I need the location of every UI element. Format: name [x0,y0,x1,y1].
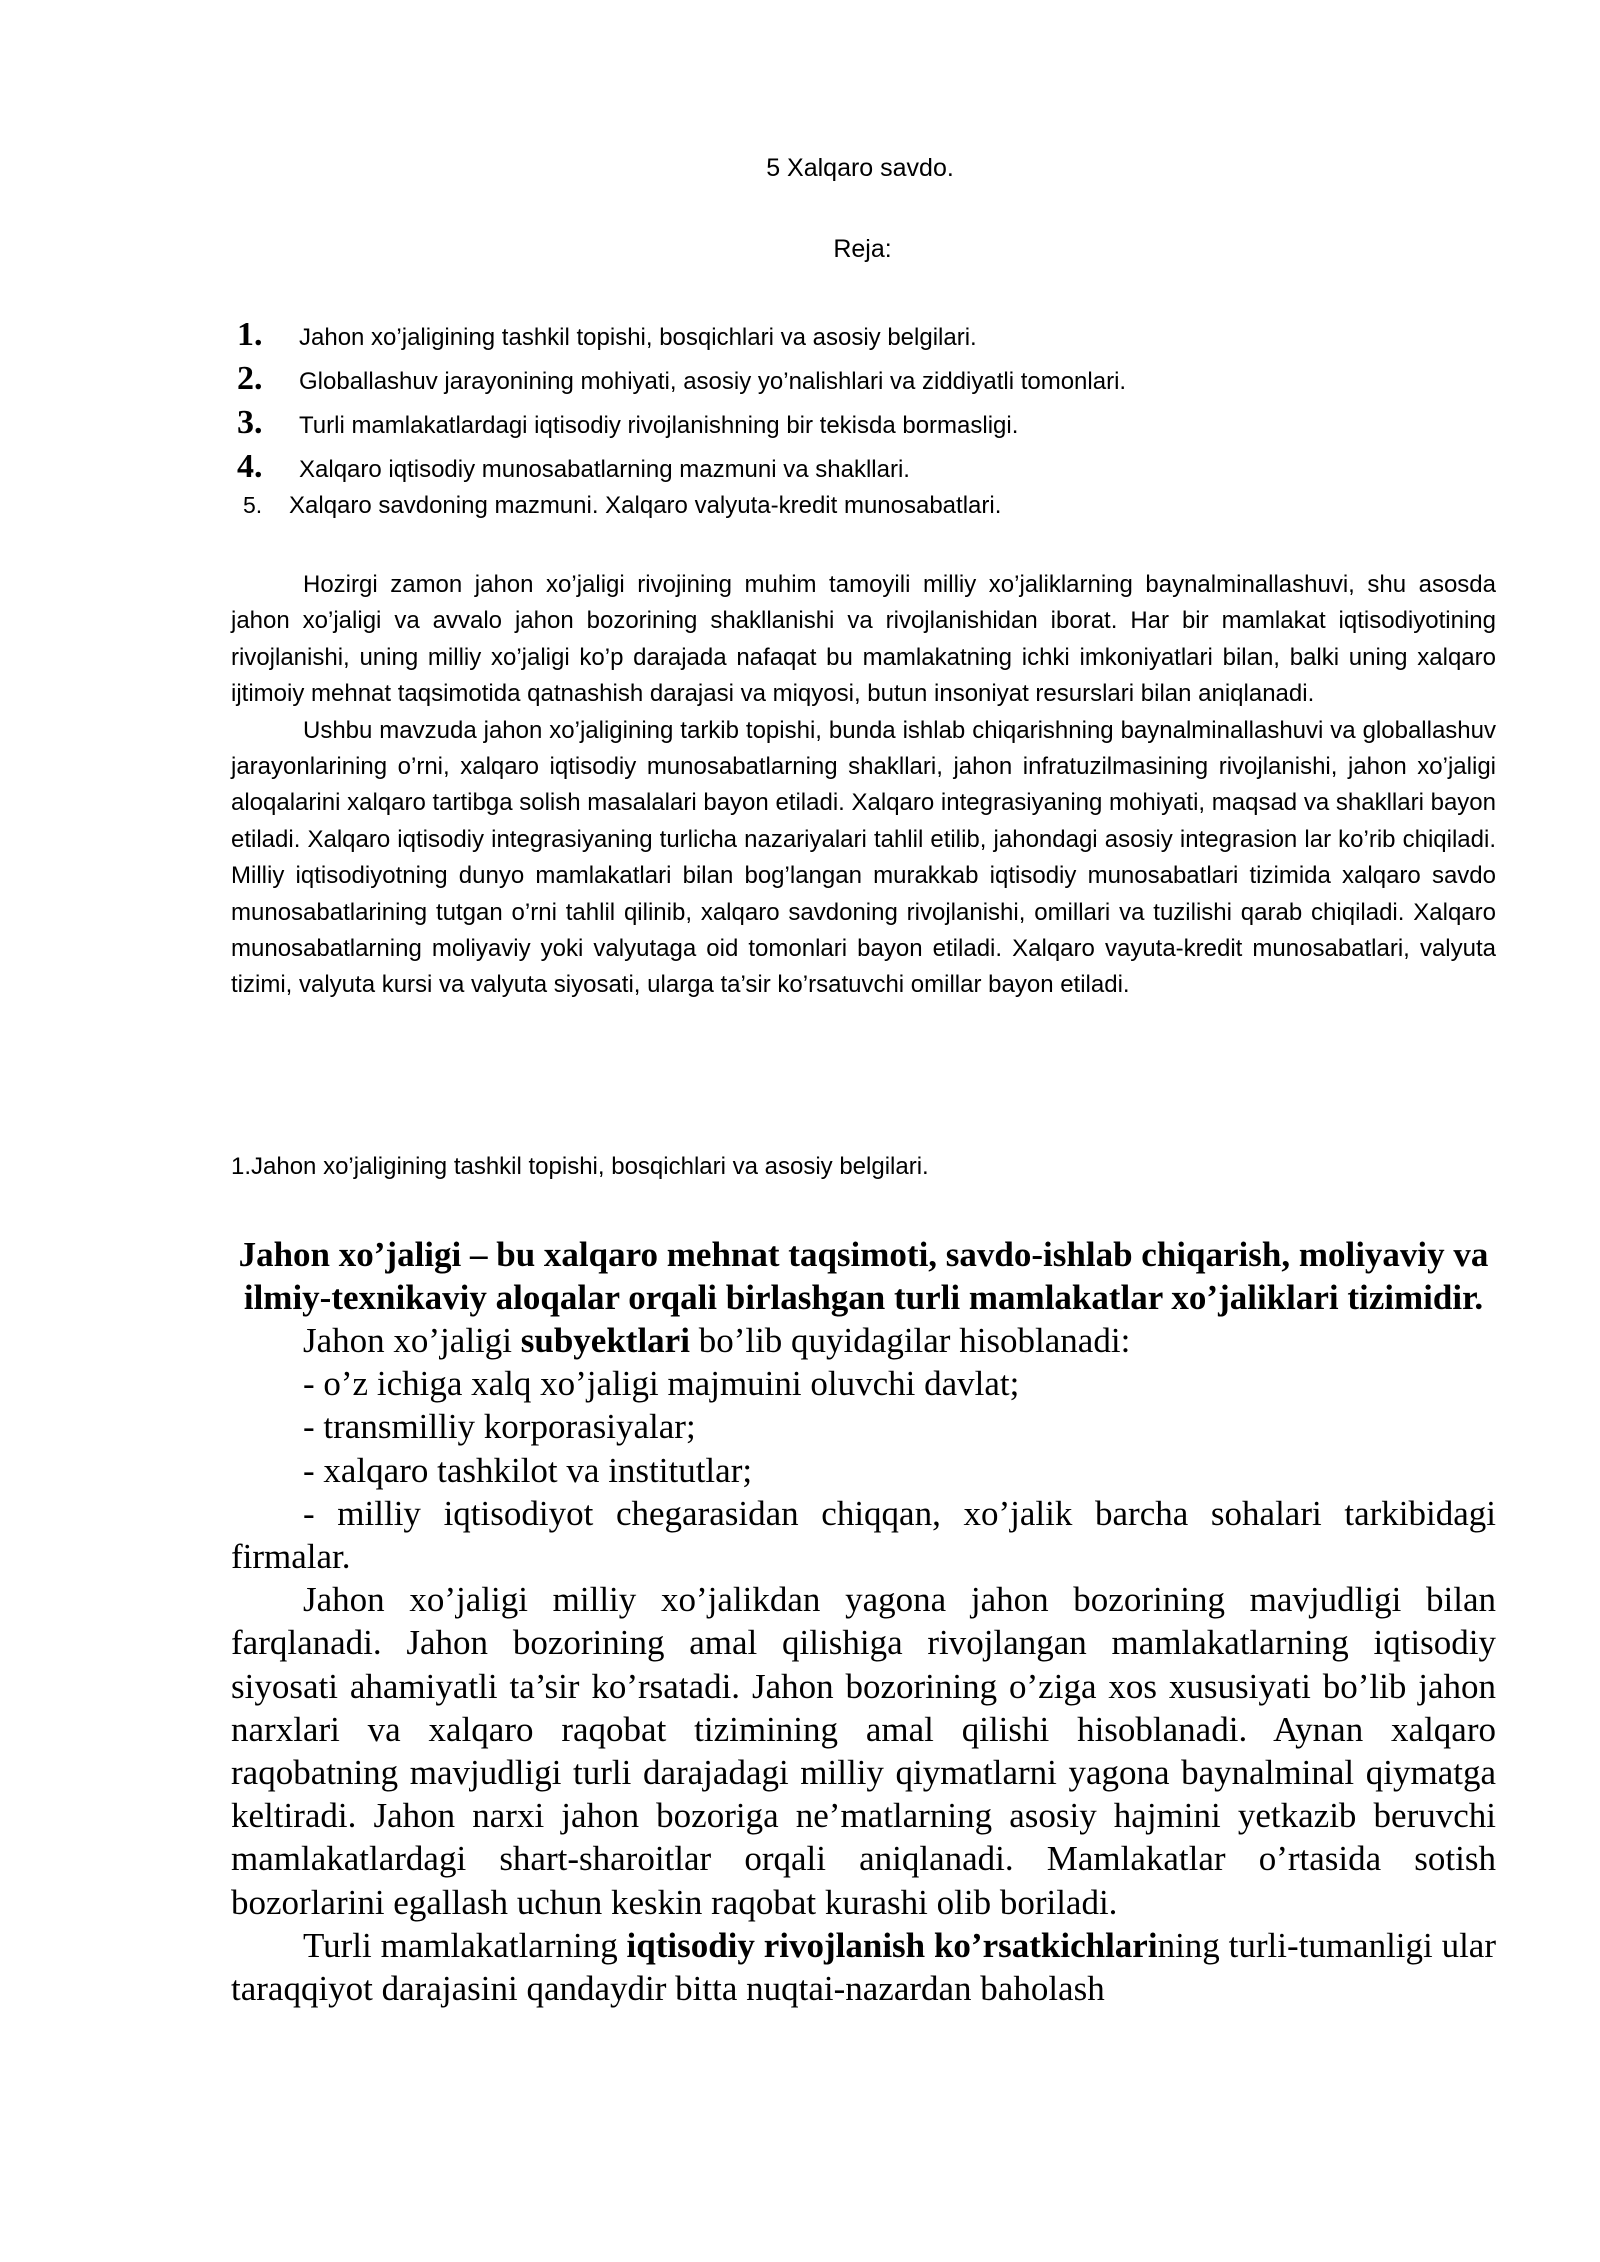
subjects-intro [231,1319,1496,1362]
plan-item-number: 3. [237,404,263,441]
plan-item [237,492,1437,532]
document-title: 5 Xalqaro savdo. [766,154,954,182]
plan-item [237,316,1437,360]
plan-item [237,360,1437,404]
section-heading: 1.Jahon xo’jaligining tashkil topishi, bosqichlari va asosiy belgilari. [231,1153,929,1180]
intro-section [231,567,1496,1004]
plan-item [237,404,1437,448]
plan-item-number: 1. [237,316,263,353]
main-body [231,1319,1496,2010]
plan-item-text: Xalqaro iqtisodiy munosabatlarning mazmuni va shakllari. [299,456,910,483]
plan-item-text: Turli mamlakatlardagi iqtisodiy rivojlanishning bir tekisda bormasligi. [299,412,1019,439]
intro-paragraph: Ushbu mavzuda jahon xo’jaligining tarkib topishi, bunda ishlab chiqarishning baynalminallashuvi va globallashuv jarayonlarining o’rni, xalqaro iqtisodiy munosabatlarning shakllari, jahon infratuzilmasining rivojlanishi, jahon xo’jaligi aloqalarini xalqaro tartibga solish masalalari bayon etiladi. Xalqaro integrasiyaning mohiyati, maqsad va shakllari bayon etiladi. Xalqaro iqtisodiy integrasiyaning turlicha nazariyalari tahlil etilib, jahondagi asosiy integrasion lar ko’rib chiqiladi. Milliy iqtisodiyotning dunyo mamlakatlari bilan bog’langan murakkab iqtisodiy munosabatlari tizimida xalqaro savdo munosabatlarining tutgan o’rni tahlil qilinib, xalqaro savdoning rivojlanishi, omillari va tuzilishi qarab chiqiladi. Xalqaro munosabatlarning moliyaviy yoki valyutaga oid tomonlari bayon etiladi. Xalqaro vayuta-kredit munosabatlari, valyuta tizimi, valyuta kursi va valyuta siyosati, ularga ta’sir ko’rsatuvchi omillar bayon etiladi. [231,716,1496,999]
last-suffix: ning turli-tumanligi ular taraqqiyot darajasini qandaydir bitta nuqtai-nazardan baholash [231,1925,1496,2009]
plan-item-text: Jahon xo’jaligining tashkil topishi, bosqichlari va asosiy belgilari. [299,324,977,351]
last-prefix: Turli mamlakatlarning [303,1925,627,1965]
subjects-suffix: bo’lib quyidagilar hisoblanadi: [689,1321,1131,1360]
plan-item [237,448,1437,492]
last-paragraph [231,1924,1496,2010]
plan-list [237,316,1437,532]
intro-paragraph: Hozirgi zamon jahon xo’jaligi rivojining muhim tamoyili milliy xo’jaliklarning baynalminallashuvi, shu asosda jahon xo’jaligi va avvalo jahon bozorining shakllanishi va rivojlanishidan iborat. Har bir mamlakat iqtisodiyotining rivojlanishi, uning milliy xo’jaligi ko’p darajada nafaqat bu mamlakatning ichki imkoniyatlari bilan, balki uning xalqaro ijtimoiy mehnat taqsimotida qatnashish darajasi va miqyosi, butun insoniyat resurslari bilan aniqlanadi. [231,571,1496,708]
plan-item-number: 2. [237,360,263,397]
market-paragraph: Jahon xo’jaligi milliy xo’jalikdan yagona jahon bozorining mavjudligi bilan farqlanadi. Jahon bozorining amal qilishiga rivojlangan mamlakatlarning iqtisodiy siyosati ahamiyatli ta’sir ko’rsatadi. Jahon bozorining o’ziga xos xususiyati bo’lib jahon narxlari va xalqaro raqobat tizimining amal qilishi hisoblanadi. Aynan xalqaro raqobatning mavjudligi turli darajadagi milliy qiymatlarni yagona baynalminal qiymatga keltiradi. Jahon narxi jahon bozoriga ne’matlarning asosiy hajmini yetkazib beruvchi mamlakatlardagi shart-sharoitlar orqali aniqlanadi. Mamlakatlar o’rtasida sotish bozorlarini egallash uchun keskin raqobat kurashi olib boriladi. [231,1580,1496,1922]
subjects-bold: subyektlari [520,1321,690,1360]
subject-item: - xalqaro tashkilot va institutlar; [303,1450,753,1490]
last-bold: iqtisodiy rivojlanish ko’rsatkichlari [626,1925,1158,1965]
plan-label: Reja: [833,235,892,263]
subjects-prefix: Jahon xo’jaligi [303,1321,521,1360]
plan-item-number: 4. [237,448,263,485]
main-content [231,1233,1496,2010]
subject-item: - transmilliy korporasiyalar; [303,1407,696,1447]
definition-heading: Jahon xo’jaligi – bu xalqaro mehnat taqsimoti, savdo-ishlab chiqarish, moliyaviy va ilmiy-texnikaviy aloqalar orqali birlashgan turli mamlakatlar xo’jaliklari tizimidir. [238,1235,1489,1317]
subject-item: - milliy iqtisodiyot chegarasidan chiqqan, xo’jalik barcha sohalari tarkibidagi firmalar. [231,1493,1496,1577]
plan-item-text: Xalqaro savdoning mazmuni. Xalqaro valyuta-kredit munosabatlari. [289,492,1002,519]
plan-item-text: Globallashuv jarayonining mohiyati, asosiy yo’nalishlari va ziddiyatli tomonlari. [299,368,1127,395]
subject-item: - o’z ichiga xalq xo’jaligi majmuini oluvchi davlat; [303,1364,1020,1404]
plan-item-number: 5. [243,492,263,518]
